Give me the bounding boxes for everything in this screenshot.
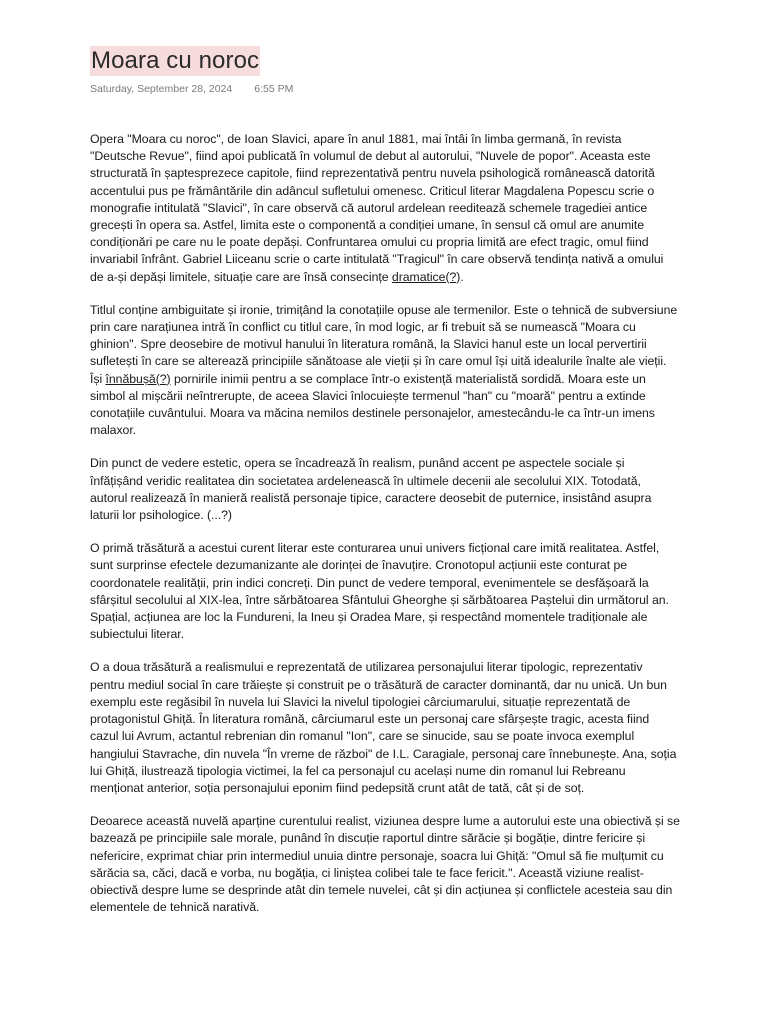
paragraph-text: O a doua trăsătură a realismului e reprezentată de utilizarea personajului literar tipologic, reprezentativ pentru mediul social în care trăiește și construit pe o trăsătură de caracter dominantă, dar nu unică. Un bun exemplu este regăsibil în nuvela lui Slavici la nivelul tipologiei cârciumarului, situație reprezentată de protagonistul Ghiță. În literatura română, cârciumarul este un personaj care sfârșește tragic, acesta fiind cazul lui Avrum, actantul rebrenian din romanul "Ion", care se sinucide, sau se poate invoca exemplul hangiului Stavrache, din nuvela "În vreme de război" de I.L. Caragiale, personaj care înnebunește. Ana, soția lui Ghiță, ilustrează tipologia victimei, la fel ca personajul cu același nume din romanul lui Rebreanu menționat anterior, soția personajului eponim fiind pedepsită crunt atât de tată, cât și de soț. xyxy=(90,660,677,795)
paragraph-aesthetic xyxy=(90,455,680,524)
note-time: 6:55 PM xyxy=(254,83,294,95)
note-title[interactable]: Moara cu noroc xyxy=(91,47,260,74)
paragraph-text: Titlul conține ambiguitate și ironie, trimițând la conotațiile opuse ale termenilor. Este o tehnică de subversiune prin care narațiunea intră în conflict cu titlul care, în mod logic, ar fi trebuit să se numească "Moara cu ghinion". Spre deosebire de motivul hanului în literatura română, la Slavici hanul este un local pervertirii sufletești în care se alterează principiile sănătoase ale vieții și în care omul își uită idealurile înalte ale vieții. Își xyxy=(90,302,678,386)
note-metadata xyxy=(90,82,293,96)
paragraph-text-end: pornirile inimii pentru a se complace într-o existență materialistă sordidă. Moara este un simbol al mișcării neîntrerupte, de aceea Slavici înlocuiește termenul "han" cu "moară" pentru a extinde conotațiile cuvântului. Moara va măcina nemilos destinele personajelor, amestecându-le ca într-un imens malaxor. xyxy=(90,371,655,438)
paragraph-title xyxy=(90,302,680,440)
spellcheck-word[interactable]: dramatice(?) xyxy=(391,269,461,284)
note-date: Saturday, September 28, 2024 xyxy=(90,83,233,95)
paragraph-text: Deoarece această nuvelă aparține curentului realist, viziunea despre lume a autorului este una obiectivă și se bazează pe principiile sale morale, punând în discuție raportul dintre sărăcie și bogăție, dintre fericire și nefericire, exprimat chiar prin intermediul unuia dintre personaje, soacra lui Ghiță: "Omul să fie mulțumit cu sărăcia sa, căci, dacă e vorba, nu bogăția, ci liniștea colibei tale te face fericit.". Această viziune realist-obiectivă despre lume se desprinde atât din temele nuvelei, cât și din acțiunea și conflictele acesteia sau din elementele de tehnică narativă. xyxy=(90,814,680,915)
paragraph-first-trait xyxy=(90,540,680,643)
note-title-container xyxy=(90,46,260,76)
paragraph-text: Opera "Moara cu noroc", de Ioan Slavici, apare în anul 1881, mai întâi în limba germană, în revista "Deutsche Revue", fiind apoi publicată în volumul de debut al autorului, "Nuvele de popor". Aceasta este structurată în șaptesprezece capitole, fiind reprezentativă pentru nuvela psihologică românească datorită accentului pus pe frământările din adâncul sufletului omenesc. Criticul literar Magdalena Popescu scrie o monografie intitulată "Slavici", în care observă că autorul ardelean reeditează schemele tragediei antice grecești în opera sa. Astfel, limita este o componentă a condiției umane, în sensul că omul are anumite condiționări pe care nu le poate depăși. Confruntarea omului cu propria limită are efect tragic, omul fiind invariabil înfrânt. Gabriel Liiceanu scrie o carte intitulată "Tragicul" în care observă tendința nativă a omului de a-și depăși limitele, situație care are însă consecințe xyxy=(90,132,664,284)
paragraph-intro xyxy=(90,131,680,286)
paragraph-text: Din punct de vedere estetic, opera se încadrează în realism, punând accent pe aspectele sociale și înfățișând veridic realitatea din societatea ardelenească în ultimele decenii ale secolului XIX. Totodată, autorul realizează în manieră realistă personaje tipice, caractere deosebit de puternice, insistând asupra laturii lor psihologice. (...?) xyxy=(90,456,652,523)
paragraph-text-end: . xyxy=(460,269,464,284)
note-body[interactable] xyxy=(90,131,680,932)
paragraph-conclusion xyxy=(90,813,680,916)
paragraph-text: O primă trăsătură a acestui curent literar este conturarea unui univers ficțional care imită realitatea. Astfel, sunt surprinse efectele dezumanizante ale dorinței de înavuțire. Cronotopul acțiunii este conturat pe coordonatele realității, prin indici concreți. Din punct de vedere temporal, evenimentele se desfășoară la sfârșitul secolului al XIX-lea, între sărbătoarea Sfântului Gheorghe și sărbătoarea Paștelui din următorul an. Spațial, acțiunea are loc la Fundureni, la Ineu și Oradea Mare, și respectând momentele tradiționale ale subiectului literar. xyxy=(90,541,669,642)
paragraph-second-trait xyxy=(90,659,680,797)
spellcheck-word[interactable]: înnăbușă(?) xyxy=(105,371,171,386)
